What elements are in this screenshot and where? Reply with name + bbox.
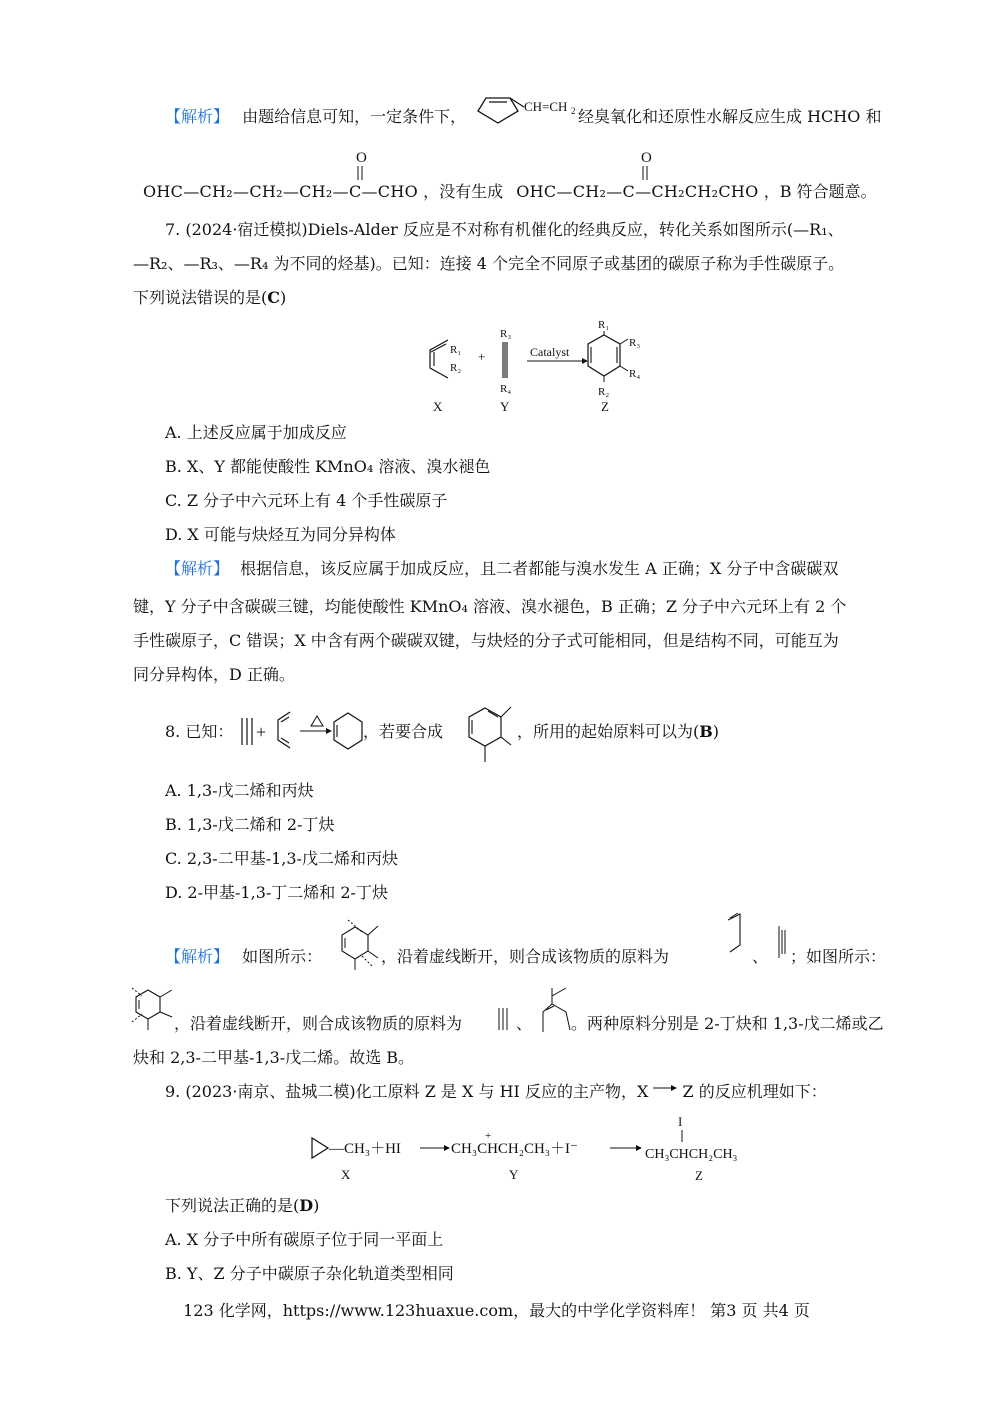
q6-analysis-line-1: 【解析】 由题给信息可知，一定条件下， [165,107,467,126]
svg-text:Catalyst: Catalyst [530,345,570,359]
q7-answer: C [267,288,280,307]
label-y: Y [509,1167,519,1182]
carbonyl-o-2: O [641,150,652,166]
carbocation-plus: + [485,1130,492,1142]
q7-option-d: D. X 可能与炔烃互为同分异构体 [165,525,396,544]
q8-analysis-3: 炔和 2,3-二甲基-1,3-戊二烯。故选 B。 [133,1048,415,1067]
svg-text:R₄: R₄ [629,368,641,380]
label-y: Y [500,399,510,414]
ethyne-butadiene-reaction [242,712,362,749]
q7-option-b: B. X、Y 都能使酸性 KMnO₄ 溶液、溴水褪色 [165,457,491,476]
q8-stem-a: 8. 已知： [165,722,234,741]
q8-analysis-1a: 【解析】 如图所示： [165,947,323,966]
q8-option-d: D. 2-甲基-1,3-丁二烯和 2-丁炔 [165,883,388,902]
q9-stem: 9. (2023·南京、盐城二模)化工原料 Z 是 X 与 HI 反应的主产物，X Z 的反应机理如下： [165,1080,827,1104]
dashed-structure-2 [132,988,172,1030]
catalyst-arrow [527,345,588,364]
q7-analysis-3: 手性碳原子，C 错误；X 中含有两个碳碳双键，与炔烃的分子式可能相同，但是结构不同，可能互为 [133,631,839,650]
q9-option-a: A. X 分子中所有碳原子位于同一平面上 [165,1230,444,1249]
target-trimethylcyclohexadiene [469,707,511,762]
pentadiene-fragment [728,913,740,952]
dimethylpentadiene-fragment [543,988,570,1032]
svg-text:R₃: R₃ [500,328,512,340]
q8-stem-c: ，所用的起始原料可以为(B) [517,722,720,741]
formula-1: OHC—CH₂—CH₂—CH₂—C—CHO [143,182,418,201]
svg-text:R₂: R₂ [598,386,610,398]
structure-y [500,328,511,414]
svg-text:R₃: R₃ [629,337,641,349]
label-x: X [433,399,443,414]
analysis-tag: 【解析】 [165,107,230,126]
structure-z [588,319,640,414]
svg-text:+: + [256,722,267,742]
ethyne-fragment [499,1008,507,1030]
arrow-icon [653,1076,677,1100]
q8-stem-b: ，若要合成 [363,722,444,741]
analysis-tag: 【解析】 [165,947,230,966]
svg-text:CH₃CHCH₂CH₃: CH₃CHCH₂CH₃ [645,1147,738,1162]
q6-analysis-line-2: OHC—CH₂—CH₂—CH₂—C—CHO ，没有生成 OHC—CH₂—C—CH₂CH₂CHO ，B 符合题意。 [143,182,877,201]
q7-analysis-1: 【解析】 根据信息，该反应属于加成反应，且二者都能与溴水发生 A 正确；X 分子中含碳碳双 [165,559,839,578]
q9-question: 下列说法正确的是(D) [165,1196,320,1215]
q7-analysis-2: 键，Y 分子中含碳碳三键，均能使酸性 KMnO₄ 溶液、溴水褪色，B 正确；Z 分子中六元环上有 2 个 [133,597,847,616]
q8-option-a: A. 1,3-戊二烯和丙炔 [165,781,314,800]
svg-text:R₄: R₄ [500,383,512,395]
dashed-structure-1 [342,920,378,970]
cyclopropyl-structure [312,1138,328,1158]
q6-analysis-line-1b: 经臭氧化和还原性水解反应生成 HCHO 和 [578,107,882,126]
q7-stem-1: 7. (2024·宿迁模拟)Diels-Alder 反应是不对称有机催化的经典反应，转化关系如图所示(—R₁、 [165,220,844,239]
svg-text:+: + [478,349,486,364]
q9-answer: D [299,1196,314,1215]
label-z: Z [601,399,609,414]
q9-option-b: B. Y、Z 分子中碳原子杂化轨道类型相同 [165,1264,454,1283]
vinyl-label: CH=CH [524,99,568,114]
svg-text:CH₃CHCH₂CH₃＋I⁻: CH₃CHCH₂CH₃＋I⁻ [451,1141,578,1157]
svg-text:R₁: R₁ [450,344,462,356]
q8-analysis-2c: 。两种原料分别是 2-丁炔和 1,3-戊二烯或乙 [571,1014,884,1033]
svg-text:R₁: R₁ [598,319,610,331]
label-x: X [341,1167,351,1182]
svg-text:R₂: R₂ [450,362,462,374]
carbonyl-o-1: O [356,150,367,166]
page-footer: 123 化学网，https://www.123huaxue.com，最大的中学化学资料库！ 第3 页 共4 页 [183,1301,810,1320]
iodine-atom: I [678,1114,683,1129]
structure-x [430,340,461,414]
svg-text:2: 2 [571,106,576,116]
q7-stem-2: —R₂、—R₃、—R₄ 为不同的烃基)。已知：连接 4 个完全不同原子或基团的碳原子称为手性碳原子。 [133,254,845,273]
q7-option-a: A. 上述反应属于加成反应 [165,423,347,442]
q8-analysis-1d: ；如图所示： [790,947,887,966]
butyne-fragment [779,926,785,958]
q8-option-c: C. 2,3-二甲基-1,3-戊二烯和丙炔 [165,849,398,868]
q7-stem-3: 下列说法错误的是(C) [133,288,287,307]
analysis-tag: 【解析】 [165,559,230,578]
q8-analysis-2a: ，沿着虚线断开，则合成该物质的原料为 [174,1014,463,1033]
label-z: Z [695,1168,703,1183]
q8-answer: B [699,722,713,741]
q8-analysis-1b: ，沿着虚线断开，则合成该物质的原料为 [381,947,670,966]
q8-analysis-2b: 、 [516,1014,533,1033]
formula-2: OHC—CH₂—C—CH₂CH₂CHO [516,182,759,201]
q8-option-b: B. 1,3-戊二烯和 2-丁炔 [165,815,335,834]
q7-option-c: C. Z 分子中六元环上有 4 个手性碳原子 [165,491,448,510]
svg-text:—CH₃＋HI: —CH₃＋HI [329,1141,401,1157]
q8-analysis-1c: 、 [752,947,769,966]
q7-analysis-4: 同分异构体，D 正确。 [133,665,295,684]
